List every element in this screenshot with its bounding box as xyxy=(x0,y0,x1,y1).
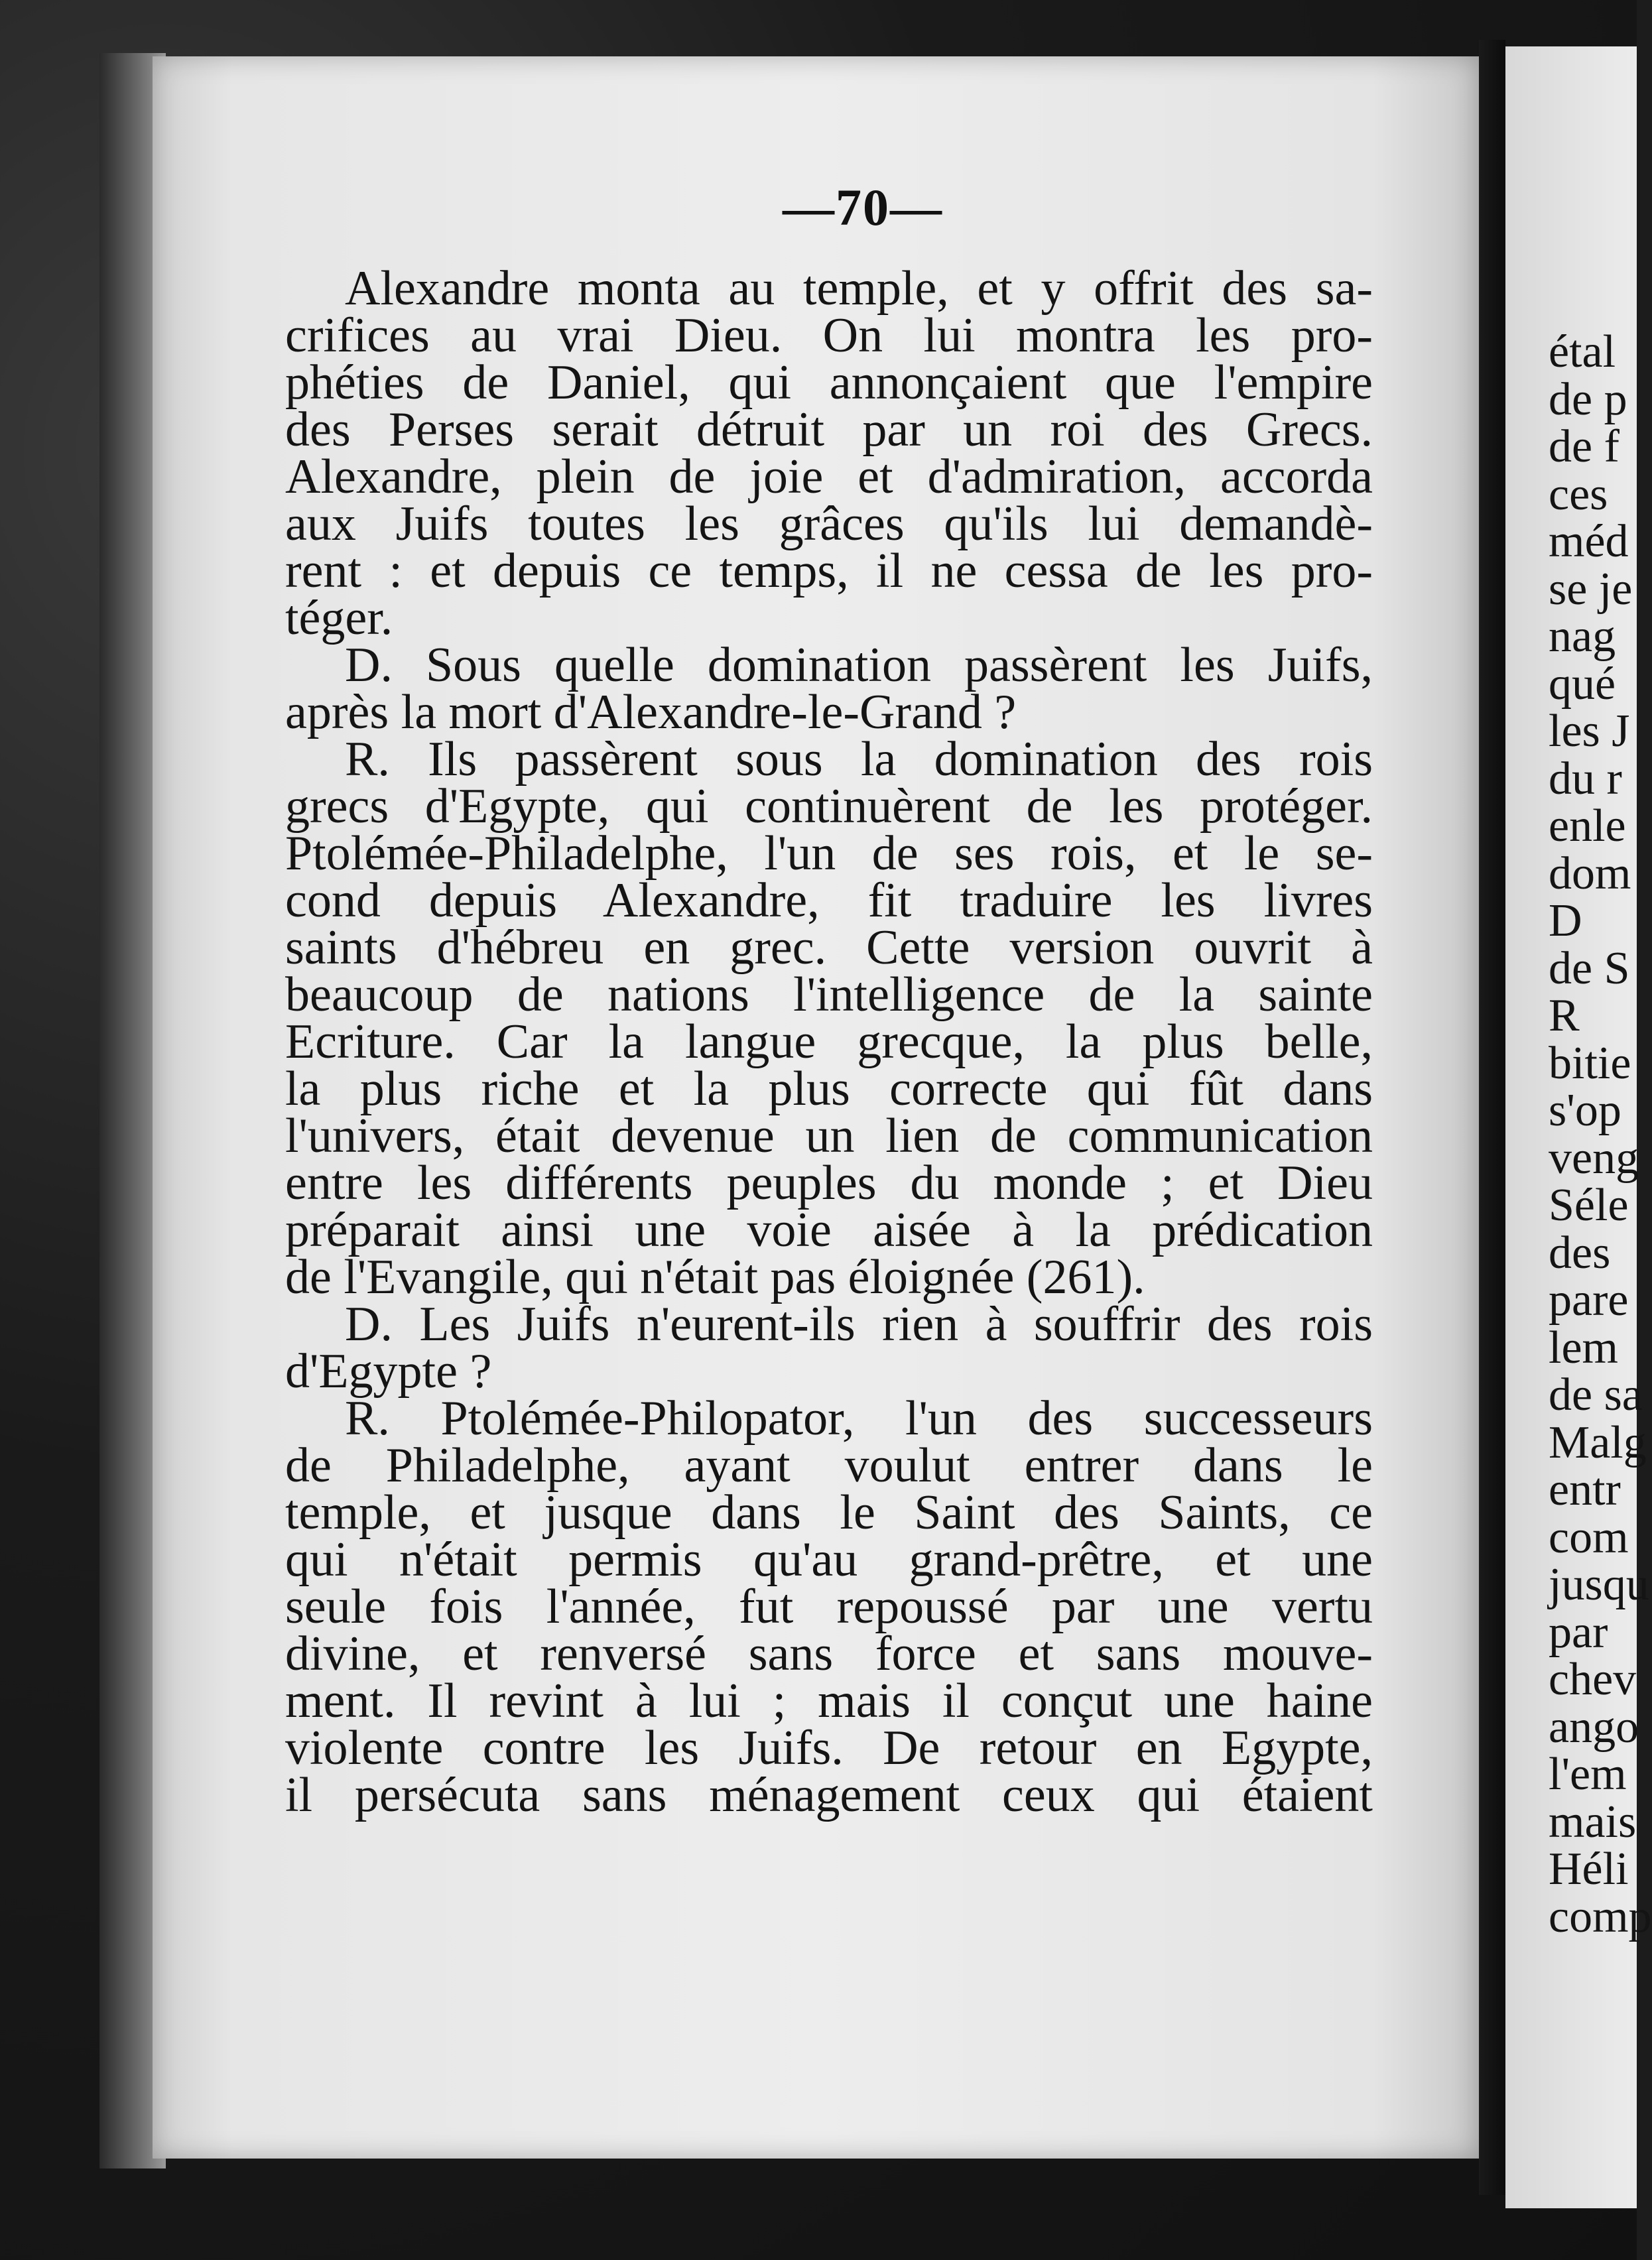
page-text xyxy=(285,261,1373,1822)
right-page-text xyxy=(1549,328,1652,1940)
text-line: ces xyxy=(1549,468,1608,520)
text-line: seule fois l'année, fut repoussé par une vertu xyxy=(285,1580,1373,1634)
text-line: préparait ainsi une voie aisée à la prédication xyxy=(285,1203,1373,1257)
text-line: Alexandre monta au temple, et y offrit des sa- xyxy=(345,261,1373,316)
text-line: beaucoup de nations l'intelligence de la sainte xyxy=(285,968,1373,1022)
text-line: R xyxy=(1549,990,1580,1041)
text-line: téger. xyxy=(285,591,393,645)
text-line: l'em xyxy=(1549,1749,1627,1800)
text-line: comp xyxy=(1549,1891,1652,1942)
text-line: grecs d'Egypte, qui continuèrent de les protéger. xyxy=(285,779,1373,834)
text-line: les J xyxy=(1549,706,1630,757)
text-line: mais xyxy=(1549,1796,1637,1848)
text-line: lem xyxy=(1549,1322,1618,1373)
text-line: par xyxy=(1549,1606,1608,1658)
text-line: Alexandre, plein de joie et d'admiration, accorda xyxy=(285,450,1373,504)
text-line: de f xyxy=(1549,421,1620,472)
text-line: la plus riche et la plus correcte qui fût dans xyxy=(285,1062,1373,1116)
page-fold-shadow xyxy=(1479,40,1505,2195)
text-line: D xyxy=(1549,895,1582,946)
text-line: des xyxy=(1549,1227,1611,1279)
text-line: l'univers, était devenue un lien de communication xyxy=(285,1109,1373,1163)
text-line: des Perses serait détruit par un roi des Grecs. xyxy=(285,403,1373,457)
text-line: de S xyxy=(1549,942,1630,994)
text-line: de sa xyxy=(1549,1369,1643,1420)
text-line: crifices au vrai Dieu. On lui montra les pro- xyxy=(285,308,1373,363)
text-line: du r xyxy=(1549,753,1622,804)
text-line: de l'Evangile, qui n'était pas éloignée (261). xyxy=(285,1250,1145,1304)
text-line: veng xyxy=(1549,1132,1639,1184)
text-line: chev xyxy=(1549,1654,1637,1705)
text-line: ango xyxy=(1549,1701,1639,1753)
text-line: de p xyxy=(1549,373,1627,425)
text-line: ment. Il revint à lui ; mais il conçut une haine xyxy=(285,1674,1373,1728)
text-line: entre les différents peuples du monde ; et Dieu xyxy=(285,1156,1373,1210)
text-line: com xyxy=(1549,1511,1629,1563)
answer-line: R. Ils passèrent sous la domination des rois xyxy=(345,732,1373,786)
text-line: Malg xyxy=(1549,1416,1647,1468)
text-line: violente contre les Juifs. De retour en Egypte, xyxy=(285,1721,1373,1775)
text-line: divine, et renversé sans force et sans mouve- xyxy=(285,1627,1373,1681)
text-line: cond depuis Alexandre, fit traduire les livres xyxy=(285,873,1373,928)
text-line: de Philadelphe, ayant voulut entrer dans le xyxy=(285,1438,1373,1493)
text-line: temple, et jusque dans le Saint des Saints, ce xyxy=(285,1485,1373,1540)
question-line: D. Sous quelle domination passèrent les Juifs, xyxy=(345,638,1373,692)
text-line: méd xyxy=(1549,516,1629,567)
text-line: d'Egypte ? xyxy=(285,1344,492,1399)
page-number: —70— xyxy=(783,178,943,236)
text-line: qui n'était permis qu'au grand-prêtre, et une xyxy=(285,1533,1373,1587)
text-line: Ptolémée-Philadelphe, l'un de ses rois, et le se- xyxy=(285,826,1373,881)
text-line: enle xyxy=(1549,800,1626,851)
text-line: il persécuta sans ménagement ceux qui étaient xyxy=(285,1768,1373,1822)
text-line: dom xyxy=(1549,848,1631,899)
answer-line: R. Ptolémée-Philopator, l'un des successeurs xyxy=(345,1391,1373,1446)
text-line: pare xyxy=(1549,1275,1629,1326)
text-line: après la mort d'Alexandre-le-Grand ? xyxy=(285,685,1017,739)
text-line: bitie xyxy=(1549,1037,1631,1089)
text-line: Héli xyxy=(1549,1844,1629,1895)
text-line: s'op xyxy=(1549,1085,1621,1136)
text-line: rent : et depuis ce temps, il ne cessa de les pro- xyxy=(285,544,1373,598)
question-line: D. Les Juifs n'eurent-ils rien à souffrir des rois xyxy=(345,1297,1373,1351)
text-line: entr xyxy=(1549,1464,1621,1515)
text-line: saints d'hébreu en grec. Cette version ouvrit à xyxy=(285,920,1373,975)
text-line: étal xyxy=(1549,326,1616,377)
text-line: phéties de Daniel, qui annonçaient que l'empire xyxy=(285,355,1373,410)
text-line: jusqu xyxy=(1549,1559,1649,1610)
text-line: Ecriture. Car la langue grecque, la plus belle, xyxy=(285,1015,1373,1069)
text-line: se je xyxy=(1549,563,1633,615)
text-line: qué xyxy=(1549,658,1616,710)
text-line: nag xyxy=(1549,611,1616,662)
text-line: aux Juifs toutes les grâces qu'ils lui demandè- xyxy=(285,497,1373,551)
text-line: Séle xyxy=(1549,1180,1629,1231)
